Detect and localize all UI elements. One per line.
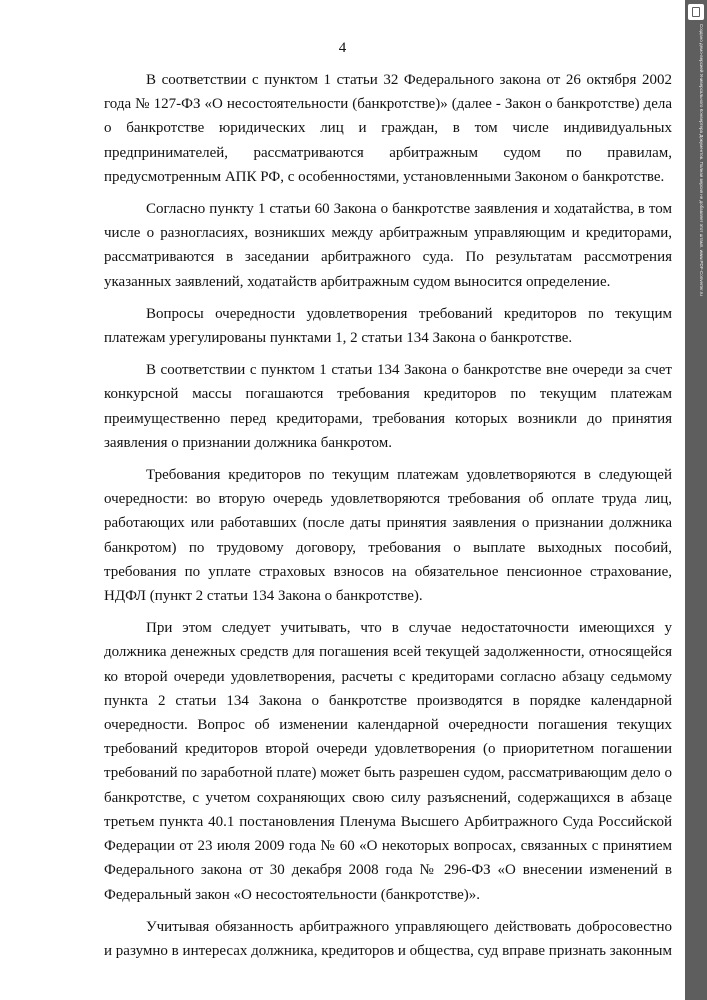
paragraph-1: В соответствии с пунктом 1 статьи 32 Федерального закона от 26 октября 2002 года № 127-ФЗ «О несостоятельности (банкротстве)» (далее - Закон о банкротстве) дела о банкротстве юридических лиц и граждан, в том числе индивидуальных предпринимателей, рассматриваются арбитражным судом по правилам, предусмотренным АПК РФ, с особенностями, установленными Законом о банкротстве.	[104, 72, 672, 185]
paragraph-4: В соответствии с пунктом 1 статьи 134 Закона о банкротстве вне очереди за счет конкурсной массы погашаются требования кредиторов по текущим платежам преимущественно перед кредиторами, требования которых возникли до принятия заявления о признании должника банкротом.	[104, 362, 672, 451]
paragraph-5: Требования кредиторов по текущим платежам удовлетворяются в следующей очередности: во вторую очередь удовлетворяются требования об оплате труда лиц, работающих или работавших (после даты принятия заявления о признании должника банкротом) по трудовому договору, требования о выплате выходных пособий, требования по уплате страховых взносов на обязательное пенсионное страхование, НДФЛ (пункт 2 статьи 134 Закона о банкротстве).	[104, 467, 672, 605]
document-body	[104, 68, 672, 971]
watermark-text: Создано демо-версией Универсального Конвертера Документов. Полная версия не добавляет этот штамп. www.PDF-Converter.ru	[699, 24, 704, 296]
converter-watermark-sidebar	[685, 0, 707, 1000]
paragraph-2: Согласно пункту 1 статьи 60 Закона о банкротстве заявления и ходатайства, в том числе о разногласиях, возникших между арбитражным управляющим и кредиторами, рассматриваются в заседании арбитражного суда. По результатам рассмотрения указанных заявлений, ходатайств арбитражным судом выносится определение.	[104, 201, 672, 290]
document-icon	[688, 4, 704, 20]
paragraph-3: Вопросы очередности удовлетворения требований кредиторов по текущим платежам урегулированы пунктами 1, 2 статьи 134 Закона о банкротстве.	[104, 305, 672, 347]
paragraph-7: Учитывая обязанность арбитражного управляющего действовать добросовестно и разумно в интересах должника, кредиторов и общества, суд вправе признать законным	[104, 918, 672, 959]
paragraph-6: При этом следует учитывать, что в случае недостаточности имеющихся у должника денежных средств для погашения всей текущей задолженности, относящейся ко второй очереди удовлетворения, расчеты с кредиторами согласно абзацу седьмому пункта 2 статьи 134 Закона о банкротстве производятся в порядке календарной очередности. Вопрос об изменении календарной очередности погашения текущих требований кредиторов второй очереди удовлетворения (о приоритетном погашении требований по заработной плате) может быть разрешен судом, рассматривающим дело о банкротстве, с учетом сохраняющих свою силу разъяснений, содержащихся в абзаце третьем пункта 40.1 постановления Пленума Высшего Арбитражного Суда Российской Федерации от 23 июля 2009 года № 60 «О некоторых вопросах, связанных с принятием Федерального закона от 30 декабря 2008 года № 296-ФЗ «О внесении изменений в Федеральный закон «О несостоятельности (банкротстве)».	[104, 620, 672, 903]
page-number: 4	[338, 40, 347, 56]
